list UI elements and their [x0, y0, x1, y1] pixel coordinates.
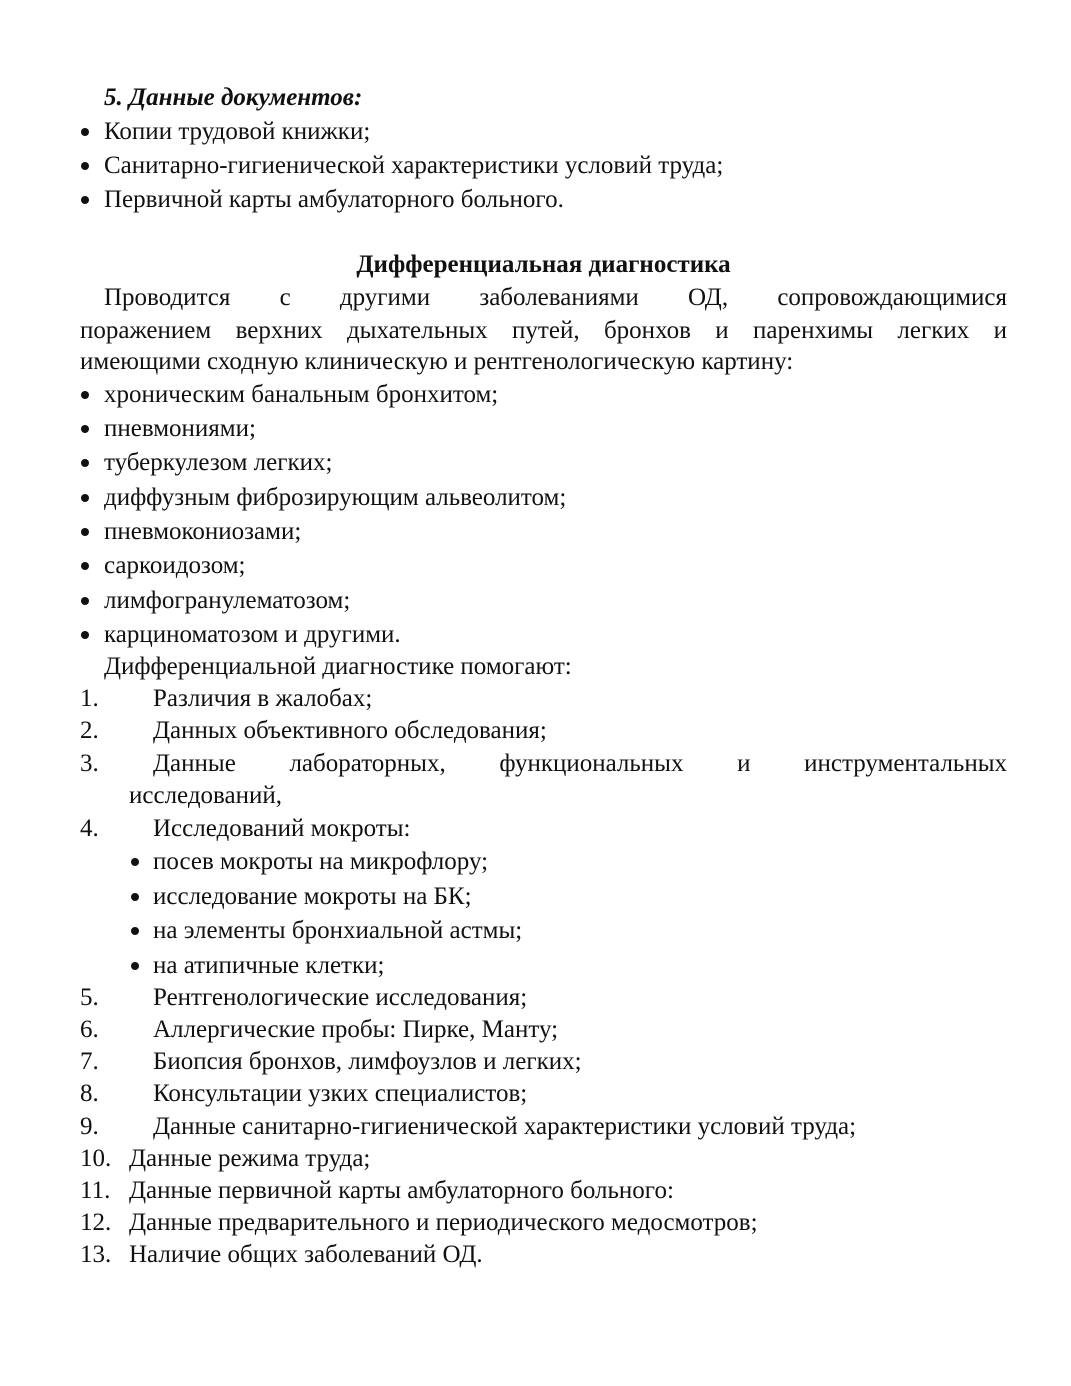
- intro-text: имеющими сходную клиническую и рентгенологическую картину:: [80, 348, 794, 375]
- item-text: Исследований мокроты:: [153, 815, 411, 842]
- bullet-icon: [81, 528, 89, 536]
- bullet-icon: [81, 562, 89, 570]
- item-text: Различия в жалобах;: [153, 685, 373, 712]
- section5-item: [0, 115, 1071, 149]
- item-text: Данные режима труда;: [129, 1145, 371, 1172]
- section5-item-text: Копии трудовой книжки;: [104, 118, 371, 145]
- item-text: Биопсия бронхов, лимфоузлов и легких;: [153, 1048, 582, 1075]
- item-text-continuation: исследований,: [129, 782, 282, 809]
- disease-text: пневмониями;: [104, 415, 256, 442]
- diff-title-line: [0, 248, 1071, 282]
- intro-text: Проводится с другими заболеваниями ОД, сопровождающимися: [104, 284, 1007, 311]
- bullet-icon: [131, 927, 139, 935]
- section5-item: [0, 183, 1071, 217]
- item-number: 13.: [80, 1241, 112, 1268]
- bullet-icon: [81, 128, 89, 136]
- numbered-item: [0, 1045, 1071, 1079]
- section5-title: 5. Данные документов:: [104, 84, 363, 111]
- disease-text: пневмокониозами;: [104, 518, 302, 545]
- bullet-icon: [81, 425, 89, 433]
- item-number: 1.: [80, 685, 99, 712]
- disease-item: [0, 412, 1071, 446]
- item-text: Консультации узких специалистов;: [153, 1080, 528, 1107]
- item-text: Наличие общих заболеваний ОД.: [129, 1241, 483, 1268]
- numbered-item: [0, 812, 1071, 846]
- disease-item: [0, 584, 1071, 618]
- disease-item: [0, 378, 1071, 412]
- numbered-item: [0, 1206, 1071, 1240]
- numbered-item: [0, 1077, 1071, 1111]
- bullet-icon: [131, 962, 139, 970]
- bullet-icon: [81, 494, 89, 502]
- item-number: 8.: [80, 1080, 99, 1107]
- intro-line: [0, 345, 1071, 379]
- numbered-item-continuation: [0, 779, 1071, 813]
- sputum-text: исследование мокроты на БК;: [153, 883, 472, 910]
- disease-item: [0, 446, 1071, 480]
- item-number: 9.: [80, 1113, 99, 1140]
- helps-title-line: [0, 650, 1071, 684]
- numbered-item: [0, 682, 1071, 716]
- helps-title: Дифференциальной диагностике помогают:: [104, 653, 572, 680]
- item-number: 11.: [80, 1177, 111, 1204]
- sputum-text: на элементы бронхиальной астмы;: [153, 917, 523, 944]
- diff-title: Дифференциальная диагностика: [356, 251, 731, 278]
- section5-title-line: [0, 81, 1071, 115]
- item-number: 10.: [80, 1145, 112, 1172]
- bullet-icon: [81, 162, 89, 170]
- section5-item-text: Санитарно-гигиенической характеристики условий труда;: [104, 152, 724, 179]
- disease-text: диффузным фиброзирующим альвеолитом;: [104, 484, 567, 511]
- bullet-icon: [81, 597, 89, 605]
- item-number: 7.: [80, 1048, 99, 1075]
- intro-line: [0, 281, 1071, 315]
- bullet-icon: [81, 196, 89, 204]
- disease-item: [0, 515, 1071, 549]
- disease-item: [0, 549, 1071, 583]
- disease-item: [0, 618, 1071, 652]
- item-text: Аллергические пробы: Пирке, Манту;: [153, 1016, 559, 1043]
- bullet-icon: [81, 631, 89, 639]
- disease-text: хроническим банальным бронхитом;: [104, 381, 499, 408]
- disease-text: карциноматозом и другими.: [104, 621, 401, 648]
- numbered-item: [0, 1238, 1071, 1272]
- sputum-item: [0, 845, 1071, 879]
- item-text: Данные первичной карты амбулаторного больного:: [129, 1177, 674, 1204]
- bullet-icon: [131, 893, 139, 901]
- item-text: Данных объективного обследования;: [153, 717, 547, 744]
- disease-text: саркоидозом;: [104, 552, 246, 579]
- item-number: 4.: [80, 815, 99, 842]
- item-number: 12.: [80, 1209, 112, 1236]
- bullet-icon: [81, 391, 89, 399]
- intro-line: [0, 314, 1071, 348]
- numbered-item: [0, 1110, 1071, 1144]
- numbered-item: [0, 747, 1071, 781]
- item-number: 3.: [80, 750, 99, 777]
- sputum-item: [0, 949, 1071, 983]
- sputum-item: [0, 914, 1071, 948]
- numbered-item: [0, 714, 1071, 748]
- item-number: 5.: [80, 984, 99, 1011]
- numbered-item: [0, 1013, 1071, 1047]
- intro-text: поражением верхних дыхательных путей, бронхов и паренхимы легких и: [80, 317, 1007, 344]
- numbered-item: [0, 1174, 1071, 1208]
- item-number: 6.: [80, 1016, 99, 1043]
- item-text: Рентгенологические исследования;: [153, 984, 528, 1011]
- item-number: 2.: [80, 717, 99, 744]
- bullet-icon: [81, 459, 89, 467]
- item-text: Данные предварительного и периодического медосмотров;: [129, 1209, 758, 1236]
- section5-item-text: Первичной карты амбулаторного больного.: [104, 186, 564, 213]
- sputum-text: на атипичные клетки;: [153, 952, 385, 979]
- disease-text: лимфогранулематозом;: [104, 587, 351, 614]
- numbered-item: [0, 981, 1071, 1015]
- numbered-item: [0, 1142, 1071, 1176]
- section5-item: [0, 149, 1071, 183]
- sputum-text: посев мокроты на микрофлору;: [153, 848, 489, 875]
- disease-text: туберкулезом легких;: [104, 449, 333, 476]
- disease-item: [0, 481, 1071, 515]
- item-text: Данные санитарно-гигиенической характеристики условий труда;: [153, 1113, 857, 1140]
- bullet-icon: [131, 858, 139, 866]
- sputum-item: [0, 880, 1071, 914]
- item-text: Данные лабораторных, функциональных и инструментальных: [153, 750, 1007, 777]
